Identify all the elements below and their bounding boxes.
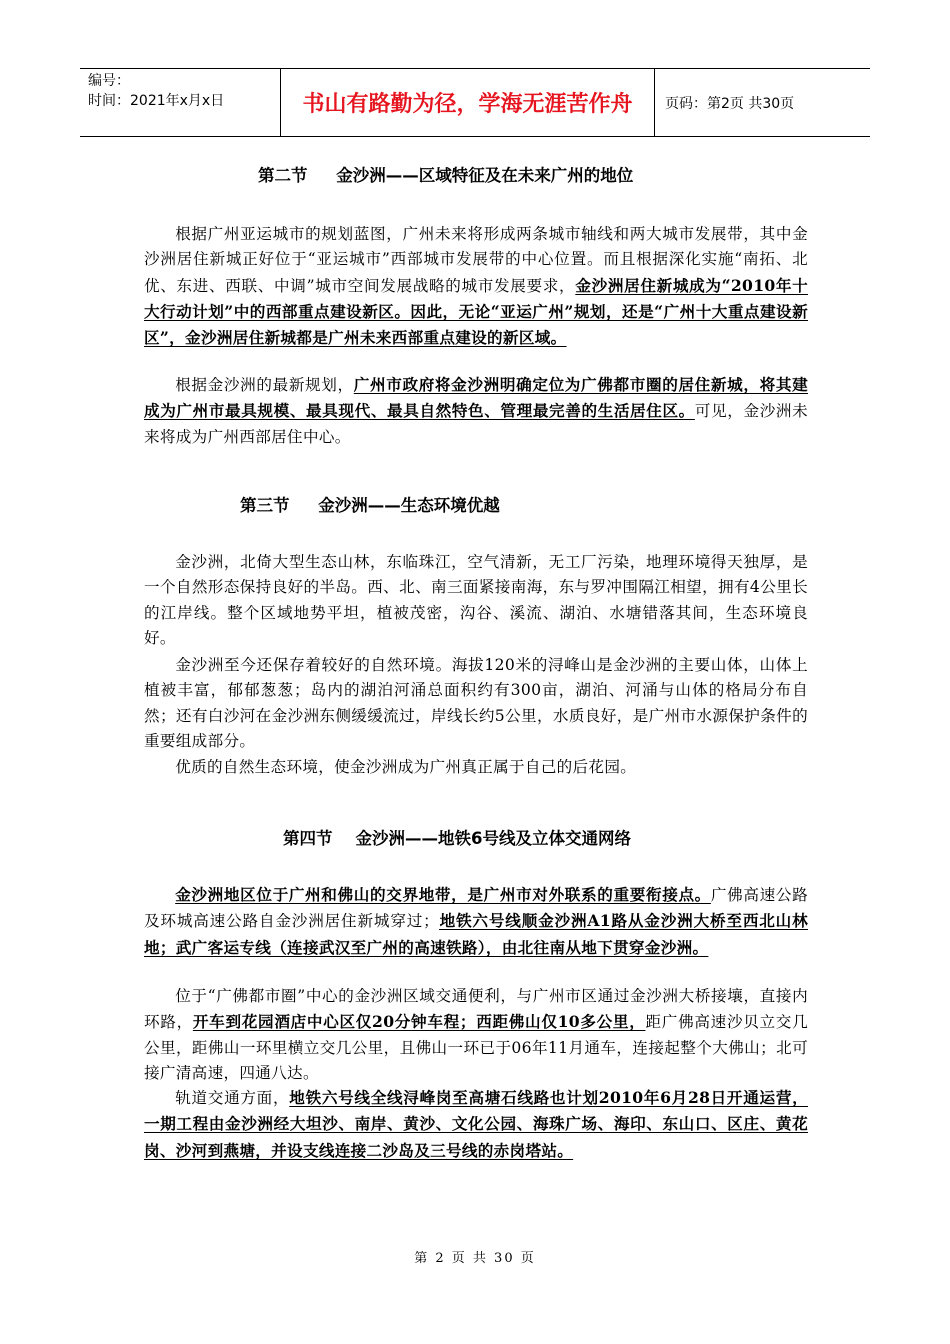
section-heading-2: 第二节 金沙洲——区域特征及在未来广州的地位: [258, 166, 634, 185]
document-date: 时间：2021年x月x日: [88, 93, 225, 109]
highlighted-text: 开车到花园酒店中心区仅20分钟车程；西距佛山仅10多公里，: [192, 1012, 646, 1032]
header-page-info: 页码：第2页 共30页: [665, 95, 795, 112]
section-heading-4: 第四节 金沙洲——地铁6号线及立体交通网络: [283, 829, 631, 848]
section-3-paragraph-3: [144, 755, 808, 780]
body-text: 根据广州亚运城市的规划蓝图，广州未来将形成两条城市轴线和两大城市发展带，其中金沙洲居住新城正好位于“亚运城市”西部城市发展带的中心位置。而且根据深化实施“南拓、北优、东进、西联、中调”城市空间发展战略的城市发展要求，: [144, 225, 808, 295]
body-text: 位于“广佛都市圈”中心的金沙洲区域交通便利，与广州市区通过金沙洲大桥接壤，直接内环路，: [144, 987, 808, 1032]
body-text: 根据金沙洲的最新规划，: [175, 376, 354, 394]
section-heading-3: 第三节 金沙洲——生态环境优越: [240, 496, 500, 515]
body-text: 轨道交通方面，: [175, 1089, 290, 1107]
section-4-paragraph-1: [144, 882, 808, 961]
highlighted-text: 金沙洲地区位于广州和佛山的交界地带，是广州市对外联系的重要衔接点。: [175, 885, 711, 904]
body-text: 金沙洲，北倚大型生态山林，东临珠江，空气清新，无工厂污染，地理环境得天独厚，是一个自然形态保持良好的半岛。西、北、南三面紧接南海，东与罗冲围隔江相望，拥有4公里长的江岸线。整个区域地势平坦，植被茂密，沟谷、溪流、湖泊、水塘错落其间，生态环境良好。: [144, 553, 808, 647]
document-number: 编号：: [88, 73, 130, 89]
page-header: [80, 68, 870, 137]
body-text: 可见，金沙洲未来将成为广州西部居住中心。: [144, 402, 808, 446]
header-motto: 书山有路勤为径，学海无涯苦作舟: [281, 69, 655, 136]
section-3-paragraph-2: [144, 653, 808, 754]
section-4-paragraph-2: [144, 984, 808, 1086]
body-text: 优质的自然生态环境，使金沙洲成为广州真正属于自己的后花园。: [175, 758, 637, 776]
highlighted-text: 广州市政府将金沙洲明确定位为广佛都市圈的居住新城，将其建成为广州市最具规模、最具现代、最具自然特色、管理最完善的生活居住区。: [144, 375, 808, 421]
section-3-paragraph-1: [144, 550, 808, 651]
section-2-paragraph-2: [144, 372, 808, 450]
highlighted-text: 地铁六号线全线浔峰岗至高塘石线路也计划2010年6月28日开通运营，一期工程由金沙洲经大坦沙、南岸、黄沙、文化公园、海珠广场、海印、东山口、区庄、黄花岗、沙河到燕塘，并设支线连接二沙岛及三号线的赤岗塔站。: [144, 1088, 808, 1160]
section-4-paragraph-3: [144, 1085, 808, 1164]
body-text: 广佛高速公路及环城高速公路自金沙洲居住新城穿过；: [144, 886, 808, 931]
highlighted-text: 金沙洲居住新城成为“2010年十大行动计划”中的西部重点建设新区。因此，无论“亚运广州”规划，还是“广州十大重点建设新区”，金沙洲居住新城都是广州未来西部重点建设的新区域。: [144, 275, 809, 348]
section-2-paragraph-1: [144, 222, 808, 351]
page-footer: 第 2 页 共 30 页: [414, 1251, 536, 1266]
body-text: 距广佛高速沙贝立交几公里，距佛山一环里横立交几公里，且佛山一环已于06年11月通车，连接起整个大佛山；北可接广清高速，四通八达。: [144, 1013, 808, 1082]
header-meta: [80, 69, 281, 136]
body-text: 金沙洲至今还保存着较好的自然环境。海拔120米的浔峰山是金沙洲的主要山体，山体上植被丰富，郁郁葱葱；岛内的湖泊河涌总面积约有300亩，湖泊、河涌与山体的格局分布自然；还有白沙河在金沙洲东侧缓缓流过，岸线长约5公里，水质良好，是广州市水源保护条件的重要组成部分。: [144, 656, 808, 750]
highlighted-text: 地铁六号线顺金沙洲A1路从金沙洲大桥至西北山林地；武广客运专线（连接武汉至广州的高速铁路），由北往南从地下贯穿金沙洲。: [144, 911, 808, 957]
